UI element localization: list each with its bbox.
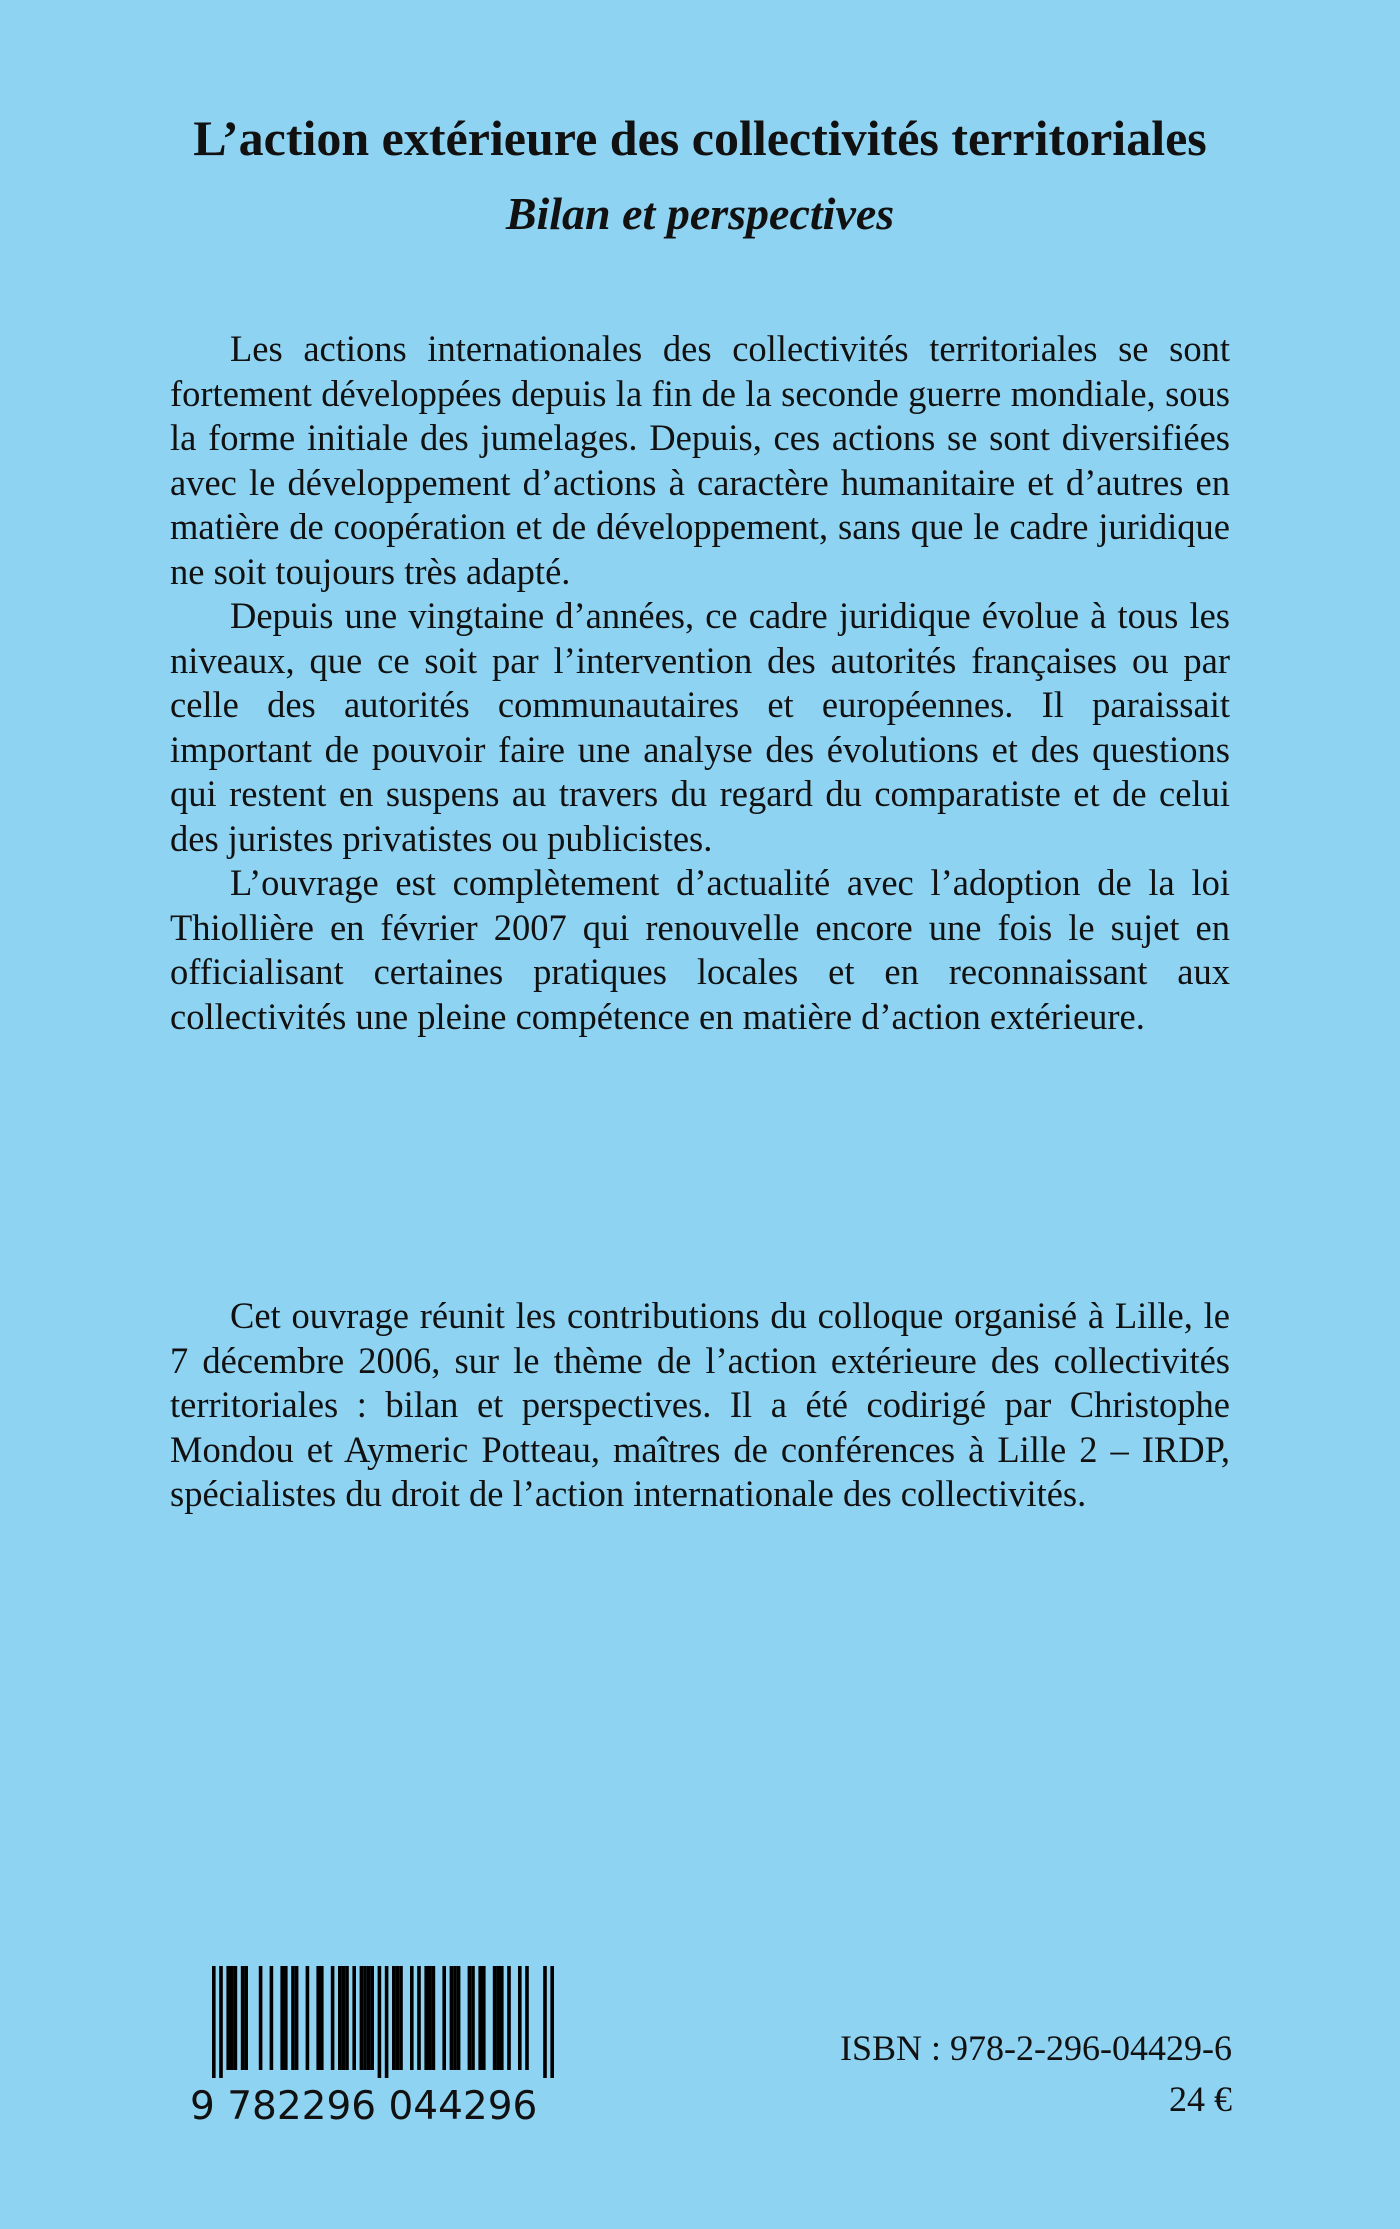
barcode-bar [518, 1966, 522, 2070]
barcode-bar [525, 1966, 529, 2070]
book-subtitle: Bilan et perspectives [505, 188, 895, 239]
barcode-bar [295, 1966, 299, 2070]
barcode-bar [457, 1966, 461, 2070]
barcode-bar [453, 1966, 457, 2070]
barcode-bar [432, 1966, 436, 2070]
barcode-bar [450, 1966, 454, 2070]
barcode-bar [320, 1966, 324, 2070]
barcode-bar [291, 1966, 295, 2070]
barcode-bar [468, 1966, 472, 2070]
barcode-bar [284, 1966, 288, 2070]
barcode-bar [396, 1966, 400, 2070]
abstract-text [170, 327, 1230, 1039]
barcode-bar [270, 1966, 274, 2070]
barcode-bar [338, 1966, 342, 2070]
barcode-bar [212, 1966, 216, 2078]
barcode-bar [417, 1966, 421, 2070]
barcode-bar [230, 1966, 234, 2070]
barcode-bar [306, 1966, 310, 2070]
book-title: L’action extérieure des collectivités territoriales [193, 110, 1207, 166]
barcode-bars [190, 1966, 570, 2078]
barcode-bar [493, 1966, 497, 2070]
barcode-bar [342, 1966, 346, 2070]
barcode-bar [345, 1966, 349, 2070]
barcode-bar [360, 1966, 364, 2070]
barcode-bar [410, 1966, 414, 2070]
barcode-bar [363, 1966, 367, 2070]
barcode-bar [367, 1966, 371, 2070]
barcode-digits: 9 782296 044296 [190, 2084, 538, 2129]
barcode-bar [496, 1966, 500, 2070]
abstract-paragraph: L’ouvrage est complètement d’actualité avec l’adoption de la loi Thiollière en février 2007 qui renouvelle encore une fois le sujet en officialisant certaines pratiques locales et en reconnaissant aux collectivités une pleine compétence en matière d’action extérieure. [170, 862, 1230, 1037]
abstract-paragraph: Depuis une vingtaine d’années, ce cadre juridique évolue à tous les niveaux, que ce soit par l’intervention des autorités françaises ou par celle des autorités communautaires et européennes. Il paraissait important de pouvoir faire une analyse des évolutions et des questions qui restent en suspens au travers du regard du comparatiste et de celui des juristes privatistes ou publicistes. [170, 595, 1230, 859]
barcode-bar [385, 1966, 389, 2078]
barcode-bar [478, 1966, 482, 2070]
barcode-bar [392, 1966, 396, 2070]
barcode-bar [259, 1966, 263, 2070]
barcode-bar [234, 1966, 238, 2070]
isbn: ISBN : 978-2-296-04429-6 [840, 2028, 1232, 2068]
barcode [190, 1966, 570, 2136]
price: 24 € [1169, 2079, 1232, 2119]
barcode-bar [399, 1966, 403, 2070]
barcode-bar [219, 1966, 223, 2078]
barcode-bar [280, 1966, 284, 2070]
barcode-bar [244, 1966, 248, 2070]
barcode-bar [378, 1966, 382, 2078]
barcode-bar [424, 1966, 428, 2070]
barcode-bar [241, 1966, 245, 2070]
colloque-text [170, 1294, 1230, 1517]
barcode-bar [352, 1966, 356, 2070]
barcode-bar [331, 1966, 335, 2070]
barcode-bar [507, 1966, 511, 2070]
barcode-bar [226, 1966, 230, 2070]
barcode-bar [370, 1966, 374, 2070]
barcode-bar [316, 1966, 320, 2070]
colloque-paragraph: Cet ouvrage réunit les contributions du colloque organisé à Lille, le 7 décembre 2006, sur le thème de l’action extérieure des collectivités territoriales : bilan et perspectives. Il a été codirigé par Christophe Mondou et Aymeric Potteau, maîtres de conférences à Lille 2 – IRDP, spécialistes du droit de l’action internationale des collectivités. [170, 1295, 1230, 1514]
barcode-bar [471, 1966, 475, 2070]
barcode-bar [428, 1966, 432, 2070]
abstract-paragraph: Les actions internationales des collectivités territoriales se sont fortement développées depuis la fin de la seconde guerre mondiale, sous la forme initiale des jumelages. Depuis, ces actions se sont diversifiées avec le développement d’actions à caractère humanitaire et d’autres en matière de coopération et de développement, sans que le cadre juridique ne soit toujours très adapté. [170, 328, 1230, 592]
barcode-bar [442, 1966, 446, 2070]
barcode-bar [543, 1966, 547, 2078]
barcode-bar [500, 1966, 504, 2070]
barcode-bar [482, 1966, 486, 2070]
barcode-bar [550, 1966, 554, 2078]
